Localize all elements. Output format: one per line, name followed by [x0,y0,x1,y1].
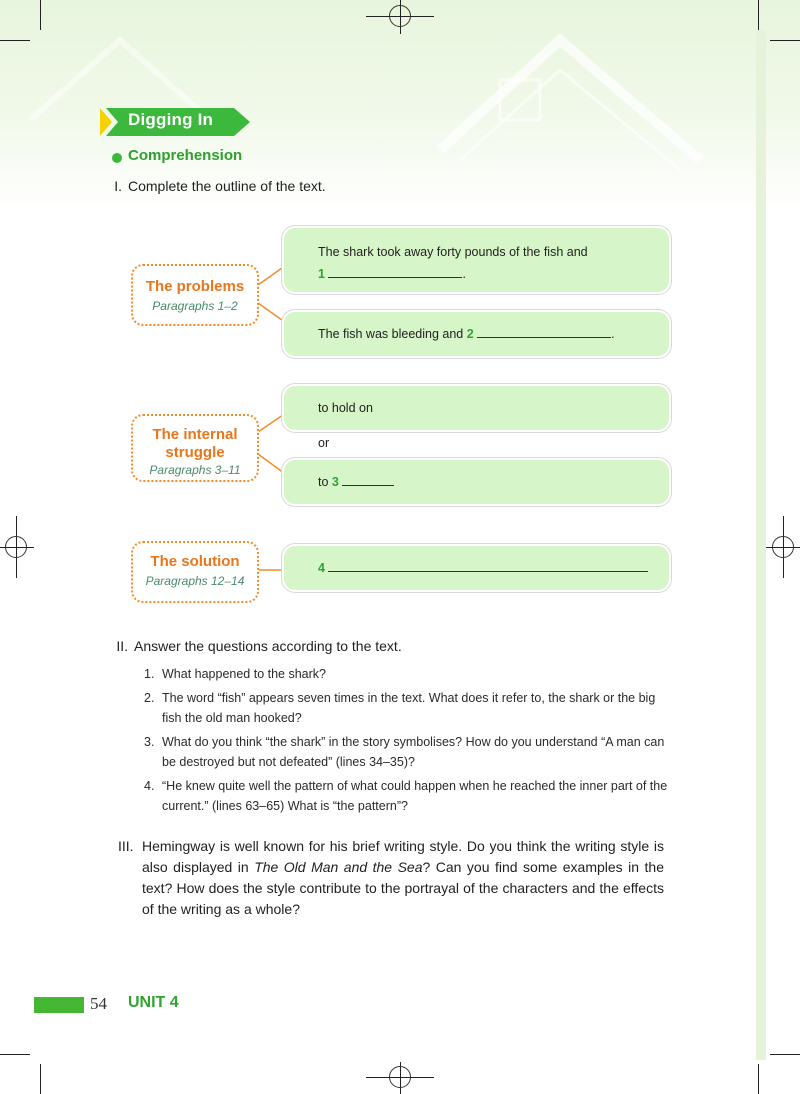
question-1-text: What happened to the shark? [162,667,327,681]
question-1: 1. What happened to the shark? [144,664,674,684]
or-connector: or [318,436,330,450]
problem-1-text: The shark took away forty pounds of the fish and [318,245,588,259]
footer-bar [34,997,84,1013]
struggle-option-1: to hold on [318,401,373,415]
blank-2-number: 2 [466,327,474,341]
problem-box-2: The fish was bleeding and 2 . [284,312,669,356]
solution-label [131,541,259,603]
page-number: 54 [90,994,107,1013]
blank-1-number: 1 [318,267,325,281]
solution-box [284,546,669,590]
subsection-heading: Comprehension [128,147,243,164]
struggle-box-2 [284,460,669,504]
problem-box-1: The shark took away forty pounds of the fish and 1 . [284,228,669,292]
question-3: 3. What do you think “the shark” in the story symbolises? How do you understand “A man can be destroyed but not defeated” (lines 34–35)? [144,732,674,752]
struggle-label [131,414,259,482]
part3-text: Hemingway is well known for his brief writing style. Do you think the writing style is also displayed in The Old Man and the Sea? Can you find some examples in the text? How does the style contribute to the portrayal of the characters and the effects of the writing as a whole? [142,838,664,917]
question-3-text: What do you think “the shark” in the story symbolises? How do you understand “A man can be destroyed but not defeated” (lines 34–35)? [162,735,665,769]
part1-instruction: Complete the outline of the text. [128,178,326,194]
part2-instruction: Answer the questions according to the text. [134,638,402,654]
struggle-option-2-text: to [318,475,329,489]
part3-numeral: III. [118,838,134,854]
struggle-title-line1: The internal [152,426,238,443]
question-2: 2. The word “fish” appears seven times in the text. What does it refer to, the shark or the big fish the old man hooked? [144,688,674,708]
part1-numeral: I. [114,178,122,194]
problems-label [131,264,259,326]
struggle-paragraphs: Paragraphs 3–11 [149,463,241,477]
problems-title: The problems [145,278,245,295]
question-4: 4. “He knew quite well the pattern of what could happen when he reached the inner part of the current.” (lines 63–65) What is “the pattern”? [144,776,674,796]
blank-3-line[interactable] [342,473,394,486]
problem-2-text: The fish was bleeding and [318,327,464,341]
problems-paragraphs: Paragraphs 1–2 [152,299,238,313]
part3-question [118,836,664,920]
solution-title: The solution [150,553,240,570]
part2-heading [106,638,402,654]
part2-numeral: II. [116,638,128,654]
solution-paragraphs: Paragraphs 12–14 [145,574,245,588]
question-4-text: “He knew quite well the pattern of what could happen when he reached the inner part of the current.” (lines 63–65) What is “the pattern”? [162,779,668,813]
blank-4-line[interactable] [328,559,648,572]
question-2-text: The word “fish” appears seven times in the text. What does it refer to, the shark or the big fish the old man hooked? [162,691,656,725]
struggle-box-1 [284,386,669,430]
section-title: Digging In [128,110,214,129]
blank-3-number: 3 [331,475,339,489]
blank-1-line[interactable] [328,265,462,278]
blank-4-number: 4 [318,561,325,575]
struggle-title-line2: struggle [165,444,225,461]
blank-2-line[interactable] [477,325,611,338]
unit-label: UNIT 4 [128,994,179,1011]
book-title: The Old Man and the Sea [254,859,423,875]
